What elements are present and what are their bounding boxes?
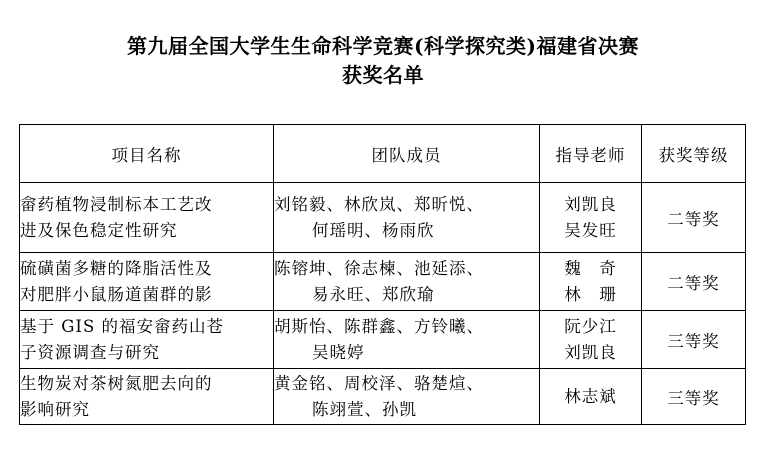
table-row (20, 311, 746, 369)
project-name-cell (20, 253, 274, 311)
table-row (20, 369, 746, 425)
team-members-cell (274, 183, 540, 253)
advisor-name: 刘凯良 (564, 342, 617, 362)
advisor-cell (540, 369, 642, 425)
team-members-line: 刘铭毅、林欣岚、郑昕悦、 (274, 194, 484, 214)
advisor-name: 阮少江 (564, 316, 617, 336)
header-advisor: 指导老师 (540, 125, 642, 183)
table-header-row (20, 125, 746, 183)
award-level-cell: 三等奖 (642, 311, 746, 369)
project-name-cell (20, 183, 274, 253)
project-name-line: 畲药植物浸制标本工艺改 (20, 194, 213, 214)
project-name-line: 硫磺菌多糖的降脂活性及 (20, 258, 213, 278)
advisor-name: 魏 奇 (564, 258, 617, 278)
advisor-cell (540, 253, 642, 311)
team-members-line: 吴晓婷 (312, 342, 365, 362)
project-name-line: 对肥胖小鼠肠道菌群的影 (20, 284, 213, 304)
document-title: 第九届全国大学生生命科学竞赛(科学探究类)福建省决赛 (127, 34, 639, 58)
advisor-name: 林志斌 (564, 386, 617, 406)
header-team: 团队成员 (274, 125, 540, 183)
project-name-line: 基于 GIS 的福安畲药山苍 (20, 316, 224, 336)
header-project: 项目名称 (20, 125, 274, 183)
team-members-cell (274, 369, 540, 425)
advisor-name: 林 珊 (564, 284, 617, 304)
award-level-cell: 二等奖 (642, 253, 746, 311)
award-level-cell: 二等奖 (642, 183, 746, 253)
project-name-line: 子资源调查与研究 (20, 342, 160, 362)
advisor-name: 刘凯良 (564, 194, 617, 214)
advisor-cell (540, 183, 642, 253)
document-subtitle: 获奖名单 (342, 63, 424, 87)
project-name-cell (20, 369, 274, 425)
table-row (20, 183, 746, 253)
project-name-line: 进及保色稳定性研究 (20, 220, 178, 240)
team-members-line: 易永旺、郑欣瑜 (312, 284, 435, 304)
advisor-name: 吴发旺 (564, 220, 617, 240)
project-name-line: 生物炭对茶树氮肥去向的 (20, 373, 213, 393)
award-table (19, 124, 746, 425)
team-members-line: 何瑶明、杨雨欣 (312, 220, 435, 240)
advisor-cell (540, 311, 642, 369)
project-name-cell (20, 311, 274, 369)
table-row (20, 253, 746, 311)
team-members-cell (274, 311, 540, 369)
header-award-level: 获奖等级 (642, 125, 746, 183)
team-members-line: 陈翊萱、孙凯 (312, 399, 417, 419)
team-members-line: 胡斯怡、陈群鑫、方铃曦、 (274, 316, 484, 336)
project-name-line: 影响研究 (20, 399, 90, 419)
team-members-line: 黄金铭、周校泽、骆楚煊、 (274, 373, 484, 393)
team-members-line: 陈镕坤、徐志楝、池延添、 (274, 258, 484, 278)
team-members-cell (274, 253, 540, 311)
award-level-cell: 三等奖 (642, 369, 746, 425)
